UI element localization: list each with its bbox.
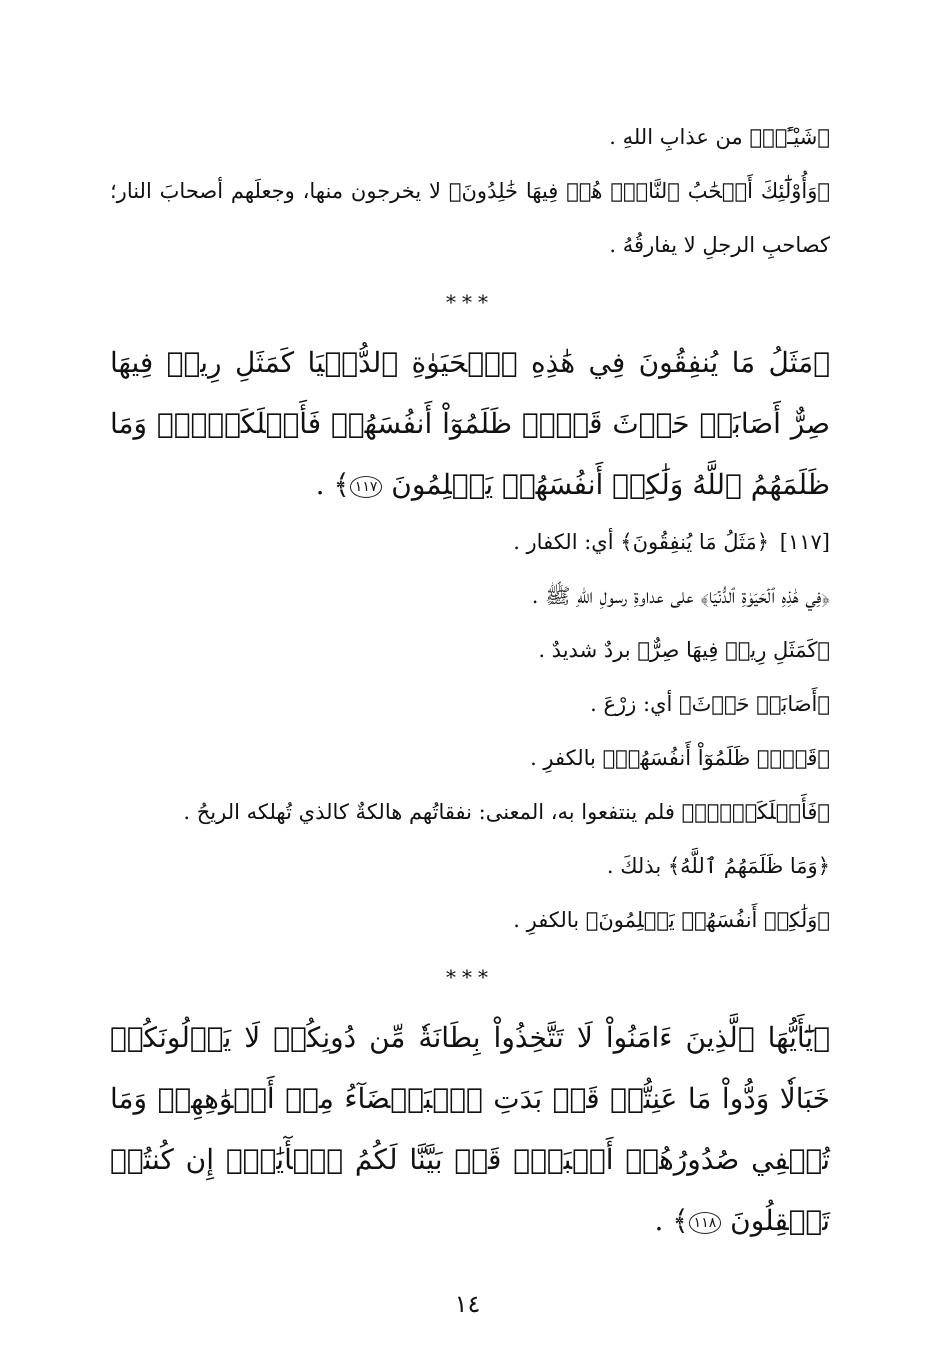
- commentary-line: [110, 569, 830, 623]
- bracket-open: ﴿: [817, 800, 830, 824]
- quran-quote: شَيْـًٔاۖ: [762, 125, 818, 149]
- page-number: ١٤: [454, 1290, 481, 1318]
- verse-text: يَٰٓأَيُّهَا ٱلَّذِينَ ءَامَنُواْ لَا تَتَّخِذُواْ بِطَانَةٗ مِّن دُونِكُمۡ لَا يَأۡلُونَكُمۡ خَبَالٗا وَدُّواْ مَا عَنِتُّمۡ قَدۡ بَدَتِ ٱلۡبَغۡضَآءُ مِنۡ أَفۡوَٰهِهِمۡ وَمَا تُخۡفِي صُدُورُهُمۡ أَكۡبَرُۚ قَدۡ بَيَّنَّا لَكُمُ ٱلۡأٓيَٰتِۖ إِن كُنتُمۡ تَعۡقِلُونَ: [110, 1021, 830, 1237]
- verse-text: مَثَلُ مَا يُنفِقُونَ فِي هَٰذِهِ ٱلۡحَيَوٰةِ ٱلدُّنۡيَا كَمَثَلِ رِيحٖ فِيهَا صِرٌّ أَصَابَتۡ حَرۡثَ قَوۡمٖ ظَلَمُوٓاْ أَنفُسَهُمۡ فَأَهۡلَكَتۡهُۚ وَمَا ظَلَمَهُمُ ٱللَّهُ وَلَٰكِنۡ أَنفُسَهُمۡ يَظۡلِمُونَ: [110, 346, 830, 501]
- bracket-open: ﴿: [817, 179, 830, 203]
- commentary-line: [110, 110, 830, 164]
- bracket-open: ﴿: [813, 346, 830, 379]
- bracket-open: ﴿: [817, 638, 830, 662]
- commentary-line: [110, 623, 830, 677]
- commentary-line: [110, 164, 830, 272]
- bracket-open: ﴿: [817, 692, 830, 716]
- verse-end-dot: .: [654, 1204, 673, 1237]
- quran-quote: فَأَهۡلَكَتۡهُۚ: [694, 800, 818, 824]
- commentary-text: بذلكَ .: [606, 854, 662, 878]
- commentary-line: [110, 731, 830, 785]
- commentary-text: بالكفرِ .: [530, 746, 596, 770]
- bracket-open: ﴿: [817, 854, 830, 878]
- commentary-text: أي: زرْعَ .: [590, 692, 673, 716]
- quran-verse-118: [110, 1007, 830, 1251]
- bracket-close: ﴾: [637, 638, 650, 662]
- quran-verse-117: [110, 332, 830, 515]
- bracket-close: ﴾: [672, 1204, 689, 1237]
- quran-quote: كَمَثَلِ رِيحٖ فِيهَا صِرٌّ: [649, 638, 818, 662]
- quran-quote: وَأُوْلَٰٓئِكَ أَصۡحَٰبُ ٱلنَّارِۖ هُمۡ فِيهَا خَٰلِدُونَ: [461, 179, 818, 203]
- verse-number-marker: ١١٧: [350, 476, 383, 498]
- commentary-line: [110, 677, 830, 731]
- bracket-close: ﴾: [749, 125, 763, 149]
- quran-quote: أَصَابَتۡ حَرۡثَ: [691, 692, 818, 716]
- commentary-line: [110, 785, 830, 839]
- verse-reference: [١١٧]: [779, 530, 830, 554]
- quran-quote: وَمَا ظَلَمَهُمُ ٱللَّهُ: [680, 854, 818, 878]
- commentary-line: [110, 515, 830, 569]
- commentary-text: على عداوةِ رسولِ اللهِ ﷺ .: [531, 584, 694, 608]
- bracket-close: ﴾: [620, 530, 633, 554]
- page-body: [110, 110, 830, 1251]
- bracket-close: ﴾: [679, 692, 692, 716]
- quran-quote: قَوۡمٖ ظَلَمُوٓاْ أَنفُسَهُمۡ: [615, 746, 818, 770]
- quran-quote: وَلَٰكِنۡ أَنفُسَهُمۡ يَظۡلِمُونَ: [598, 908, 818, 932]
- commentary-text: بردٌ شديدٌ .: [538, 638, 631, 662]
- bracket-close: ﴾: [585, 908, 599, 932]
- bracket-open: ﴿: [817, 908, 830, 932]
- commentary-117-list: [110, 515, 830, 947]
- section-separator: ***: [446, 290, 494, 314]
- verse-end-dot: .: [315, 468, 334, 501]
- commentary-text: لا يخرجون منها، وجعلَهم أصحابَ النار؛ كصاحبِ الرجلِ لا يفارقُهُ .: [110, 179, 830, 257]
- commentary-text: فلم ينتفعوا به، المعنى: نفقاتُهم هالكةٌ كالذي تُهلكه الريحُ .: [183, 800, 675, 824]
- verse-number-marker: ١١٨: [689, 1212, 722, 1234]
- commentary-line: [110, 839, 830, 893]
- commentary-text: من عذابِ اللهِ .: [609, 125, 743, 149]
- commentary-line: [110, 893, 830, 947]
- quran-quote: مَثَلُ مَا يُنفِقُونَ: [632, 530, 757, 554]
- bracket-open: ﴿: [817, 125, 830, 149]
- section-separator: ***: [446, 965, 494, 989]
- bracket-close: ﴾: [667, 854, 681, 878]
- bracket-open: ﴿: [756, 530, 770, 554]
- commentary-text: بالكفرِ .: [513, 908, 580, 932]
- quran-quote: فِي هَٰذِهِ ٱلۡحَيَوٰةِ ٱلدُّنۡيَا: [708, 584, 822, 608]
- bracket-open: ﴿: [813, 1021, 830, 1054]
- bracket-open: ﴿: [817, 746, 830, 770]
- bracket-open: ﴿: [821, 584, 830, 608]
- bracket-close: ﴾: [448, 179, 462, 203]
- bracket-close: ﴾: [333, 468, 350, 501]
- bracket-close: ﴾: [681, 800, 695, 824]
- commentary-text: أي: الكفار .: [513, 530, 614, 554]
- bracket-close: ﴾: [700, 584, 709, 608]
- bracket-close: ﴾: [602, 746, 616, 770]
